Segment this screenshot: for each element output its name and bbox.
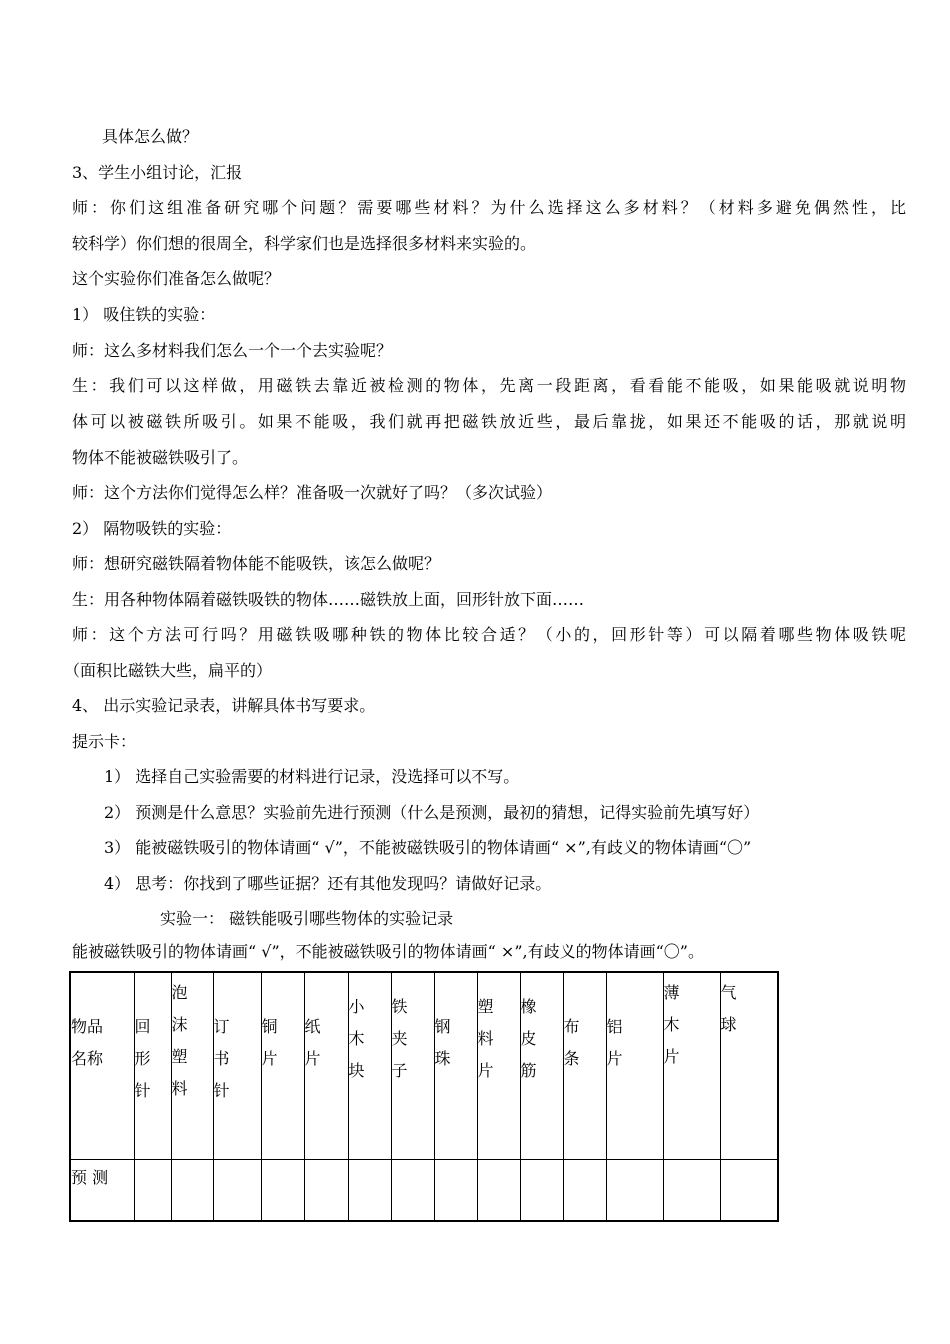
header-material: 回形针 — [134, 1017, 151, 1100]
prediction-cell[interactable] — [477, 1160, 520, 1222]
header-cell — [261, 972, 304, 1160]
record-table — [69, 971, 779, 1222]
prediction-cell[interactable] — [261, 1160, 304, 1222]
header-material: 铁夹子 — [391, 997, 408, 1080]
text-line-1: 具体怎么做？ — [102, 127, 199, 146]
text-line-6: 1） 吸住铁的实验： — [72, 305, 216, 324]
header-cell — [348, 972, 391, 1160]
text-line-13: 师：想研究磁铁隔着物体能不能吸铁，该怎么做呢？ — [72, 554, 441, 573]
tip-4: 4） 思考：你找到了哪些证据？还有其他发现吗？请做好记录。 — [104, 874, 552, 893]
header-material: 薄木片 — [663, 983, 680, 1066]
header-item-name — [70, 972, 134, 1160]
text-line-9: 体可以被磁铁所吸引。如果不能吸，我们就再把磁铁放近些，最后靠拢，如果还不能吸的话，那就说明 — [72, 412, 906, 431]
prediction-cell[interactable] — [304, 1160, 348, 1222]
header-material: 小木块 — [348, 997, 365, 1080]
header-cell — [434, 972, 477, 1160]
header-material: 铜片 — [261, 1017, 278, 1068]
prediction-cell[interactable] — [171, 1160, 213, 1222]
text-line-18: 提示卡： — [72, 732, 137, 751]
prediction-cell[interactable] — [213, 1160, 261, 1222]
header-cell — [134, 972, 171, 1160]
header-material: 布条 — [563, 1017, 580, 1068]
prediction-cell[interactable] — [391, 1160, 434, 1222]
header-material: 纸片 — [304, 1017, 321, 1068]
header-cell — [304, 972, 348, 1160]
prediction-cell[interactable] — [563, 1160, 606, 1222]
header-cell — [477, 972, 520, 1160]
text-line-3: 师：你们这组准备研究哪个问题？需要哪些材料？为什么选择这么多材料？（材料多避免偶然性，比 — [72, 198, 906, 217]
header-cell — [606, 972, 663, 1160]
text-line-12: 2） 隔物吸铁的实验： — [72, 519, 232, 538]
text-line-14: 生：用各种物体隔着磁铁吸铁的物体……磁铁放上面，回形针放下面…… — [72, 590, 585, 609]
header-material: 钢珠 — [434, 1017, 451, 1068]
text-line-10: 物体不能被磁铁吸引了。 — [72, 448, 249, 467]
prediction-row — [70, 1160, 778, 1222]
header-cell — [171, 972, 213, 1160]
text-line-11: 师：这个方法你们觉得怎么样？准备吸一次就好了吗？（多次试验） — [72, 483, 553, 502]
prediction-cell[interactable] — [720, 1160, 778, 1222]
header-material: 气球 — [720, 983, 737, 1034]
text-line-17: 4、 出示实验记录表，讲解具体书写要求。 — [72, 696, 376, 715]
tip-3: 3） 能被磁铁吸引的物体请画“ √”，不能被磁铁吸引的物体请画“ ×”,有歧义的物体请画“〇” — [104, 838, 752, 857]
header-material: 塑料片 — [477, 997, 494, 1080]
text-line-15: 师：这个方法可行吗？用磁铁吸哪种铁的物体比较合适？（小的，回形针等）可以隔着哪些物体吸铁呢 — [72, 625, 906, 644]
header-material: 订书针 — [213, 1017, 230, 1100]
prediction-cell[interactable] — [134, 1160, 171, 1222]
header-cell — [563, 972, 606, 1160]
header-material: 橡皮筋 — [520, 997, 537, 1080]
prediction-cell[interactable] — [434, 1160, 477, 1222]
header-cell — [213, 972, 261, 1160]
table-note: 能被磁铁吸引的物体请画“ √”，不能被磁铁吸引的物体请画“ ×”,有歧义的物体请画“〇”。 — [72, 942, 704, 961]
table-title: 实验一： 磁铁能吸引哪些物体的实验记录 — [160, 909, 454, 928]
prediction-cell[interactable] — [348, 1160, 391, 1222]
text-line-7: 师：这么多材料我们怎么一个一个去实验呢？ — [72, 341, 393, 360]
header-cell — [520, 972, 563, 1160]
text-line-4: 较科学）你们想的很周全，科学家们也是选择很多材料来实验的。 — [72, 234, 537, 253]
header-item-name-text: 物品名称 — [71, 1017, 104, 1068]
header-cell — [720, 972, 778, 1160]
text-line-16: （面积比磁铁大些，扁平的） — [64, 661, 273, 680]
tip-1: 1） 选择自己实验需要的材料进行记录，没选择可以不写。 — [104, 767, 520, 786]
header-cell — [663, 972, 720, 1160]
prediction-label: 预 测 — [70, 1160, 134, 1222]
text-line-8: 生：我们可以这样做，用磁铁去靠近被检测的物体，先离一段距离，看看能不能吸，如果能吸就说明物 — [72, 376, 906, 395]
prediction-cell[interactable] — [663, 1160, 720, 1222]
header-cell — [391, 972, 434, 1160]
text-line-5: 这个实验你们准备怎么做呢？ — [72, 269, 281, 288]
tip-2: 2） 预测是什么意思？实验前先进行预测（什么是预测，最初的猜想，记得实验前先填写好） — [104, 803, 760, 822]
table-header-row — [70, 972, 778, 1160]
header-material: 铝片 — [606, 1017, 623, 1068]
header-material: 泡沫塑料 — [171, 983, 188, 1098]
prediction-cell[interactable] — [606, 1160, 663, 1222]
prediction-cell[interactable] — [520, 1160, 563, 1222]
text-line-2: 3、学生小组讨论，汇报 — [72, 163, 243, 182]
